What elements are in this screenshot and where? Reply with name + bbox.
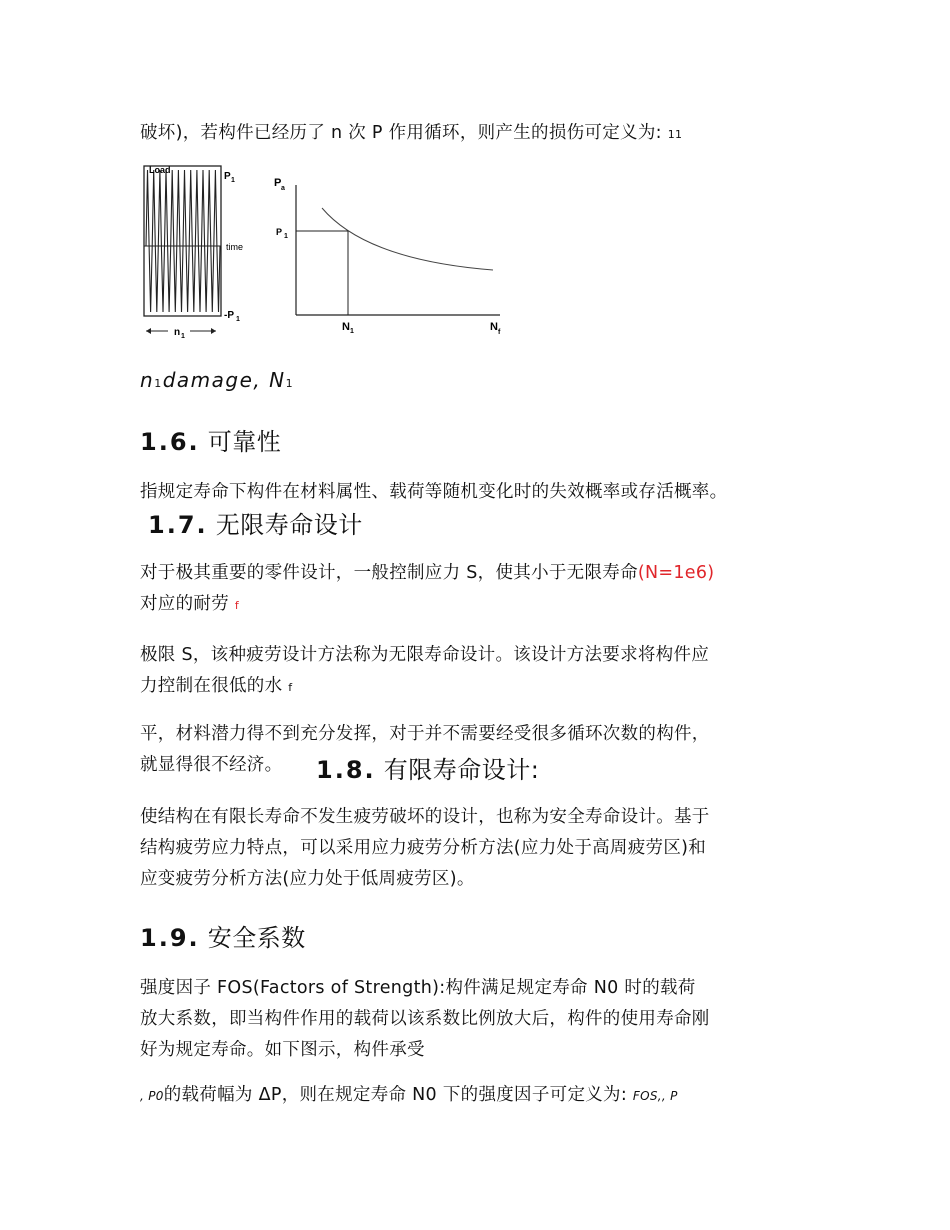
paragraph-finite-life: 使结构在有限长寿命不发生疲劳破坏的设计，也称为安全寿命设计。基于 结构疲劳应力特点，可以采用应力疲劳分析方法(应力处于高周疲劳区)和 应变疲劳分析方法(应力处于低周疲劳区)。 bbox=[140, 807, 710, 889]
paragraph-infinite-life-2: 极限 S，该种疲劳设计方法称为无限寿命设计。该设计方法要求将构件应 力控制在很低的水 f bbox=[140, 645, 710, 696]
section-heading-1-8: 1.8. 有限寿命设计: bbox=[316, 756, 540, 784]
paragraph-damage-intro bbox=[140, 118, 820, 150]
footnote-ref: 11 bbox=[667, 128, 683, 141]
damage-formula: n1damage, N1 bbox=[140, 368, 295, 392]
n1-label: n bbox=[174, 327, 181, 338]
svg-text:1: 1 bbox=[350, 328, 354, 335]
paragraph-reliability: 指规定寿命下构件在材料属性、载荷等随机变化时的失效概率或存活概率。 bbox=[140, 482, 728, 502]
section-heading-1-9: 1.9. 安全系数 bbox=[140, 924, 306, 952]
neg-p1-label: -P bbox=[224, 310, 234, 321]
section-heading-1-6: 1.6. 可靠性 bbox=[140, 428, 282, 456]
load-time-plot bbox=[144, 165, 243, 340]
sn-curve-plot bbox=[274, 177, 501, 336]
svg-text:1: 1 bbox=[231, 177, 235, 184]
svg-text:1: 1 bbox=[236, 316, 240, 323]
paragraph-infinite-life-3: 平，材料潜力得不到充分发挥，对于并不需要经受很多循环次数的构件， 就显得很不经济。 bbox=[140, 724, 710, 775]
paragraph-safety-factor: 强度因子 FOS(Factors of Strength):构件满足规定寿命 N0 时的载荷 放大系数，即当构件作用的载荷以该系数比例放大后，构件的使用寿命刚 好为规定寿命。如下图示，构件承受 bbox=[140, 978, 710, 1060]
svg-text:1: 1 bbox=[284, 233, 288, 240]
paragraph-infinite-life-1: 对于极其重要的零件设计，一般控制应力 S，使其小于无限寿命(N=1e6) 对应的耐劳 f bbox=[140, 563, 715, 614]
svg-text:a: a bbox=[281, 185, 285, 192]
pa-label: P bbox=[274, 177, 282, 189]
paragraph-fos-definition: , P0的载荷幅为 ΔP，则在规定寿命 N0 下的强度因子可定义为: FOS,, P bbox=[140, 1085, 678, 1105]
load-sn-figure bbox=[138, 160, 513, 342]
svg-text:f: f bbox=[498, 329, 501, 336]
load-label: Load bbox=[149, 165, 171, 175]
nf-axis-label: N bbox=[490, 321, 498, 333]
fos-formula: FOS,, P bbox=[632, 1089, 678, 1103]
p1-label: P bbox=[224, 171, 231, 182]
p1-axis-label: P bbox=[276, 227, 283, 237]
infinite-life-cycles: (N=1e6) bbox=[637, 563, 715, 583]
time-label: time bbox=[226, 242, 244, 252]
section-heading-1-7: 1.7. 无限寿命设计 bbox=[148, 511, 363, 539]
svg-text:1: 1 bbox=[181, 333, 185, 340]
n1-axis-label: N bbox=[342, 321, 350, 333]
paragraph-text: 破坏)，若构件已经历了 n 次 P 作用循环，则产生的损伤可定义为: bbox=[140, 123, 662, 143]
